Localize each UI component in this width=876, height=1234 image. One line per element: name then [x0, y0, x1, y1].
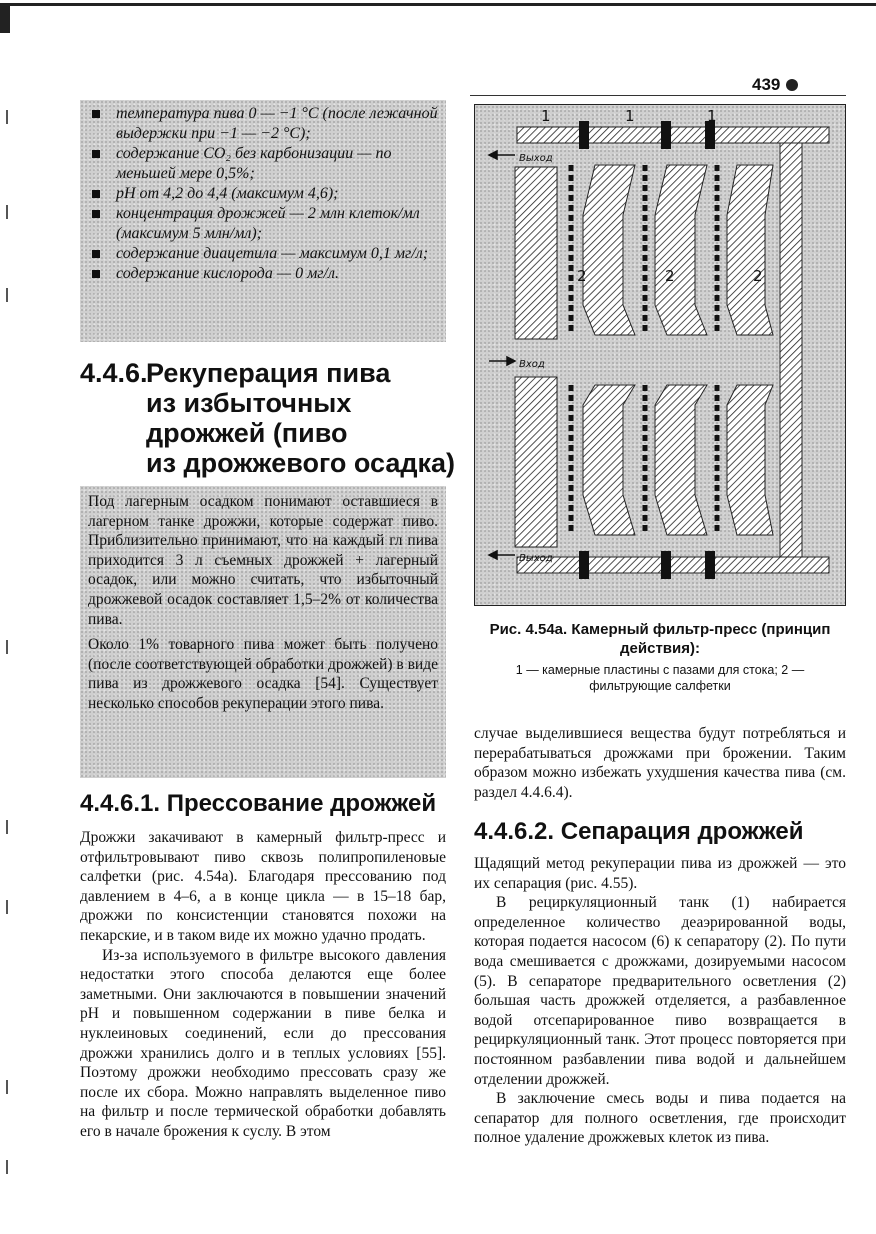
paragraph: случае выделившиеся вещества будут потребляться и перерабатываться дрожжами при брожении. Таким образом можно избежать ухудшения качества пива (см. раздел 4.4.6.4).	[474, 725, 846, 801]
label-cloth: 2	[577, 267, 587, 285]
paragraph: Дрожжи закачивают в камерный фильтр-пресс и отфильтровывают пиво сквозь полипропиленовые салфетки (рис. 4.54а). Благодаря прессованию под давлением в 4–6, а в конце цикла — в 15–18 бар, дрожжи по консистенции становятся похожи на пекарские, и в таком виде их можно удачно продать.	[80, 829, 446, 944]
paragraph: Из-за используемого в фильтре высокого давления недостатки этого способа делаются еще более заметными. Они заключаются в повышении значений pH и повышенном содержании в пиве белка и нуклеиновых соединений, если до прессования дрожжи хранились долго и в теплых условиях [55]. Поэтому дрожжи необходимо прессовать сразу же после их сбора. Можно направлять выделенное пиво на фильтр и после термической обработки добавлять его в начале брожения к суслу. В этом	[80, 946, 446, 1140]
margin-mark	[6, 288, 8, 302]
margin-mark	[6, 1080, 8, 1094]
definition-paragraph: Около 1% товарного пива может быть получено (после соответствующей обработки дрожжей) в виде пива из дрожжевого осадка [54]. Существует несколько способов рекуперации этого пива.	[88, 636, 438, 712]
right-column-text	[474, 854, 846, 1148]
margin-mark	[6, 640, 8, 654]
caption-title: Рис. 4.54а. Камерный фильтр-пресс (принцип действия):	[489, 621, 831, 657]
paragraph: В рециркуляционный танк (1) набирается определенное количество деаэрированной воды, которая подается насосом (6) к сепаратору (2). По пути вода смешивается с дрожжами, дозируемыми насосом (5). В сепараторе предварительного осветления (2) большая часть дрожжей отделяется, а разбавленное водой отсепарированное пиво возвращается в рециркуляционный танк. Этот процесс повторяется при постоянном разбавлении пива водой и дальнейшем отделении дрожжей.	[474, 894, 846, 1088]
section-heading-446	[80, 358, 460, 478]
margin-mark	[6, 205, 8, 219]
caption-description: 1 — камерные пластины с пазами для стока; 2 — фильтрующие салфетки	[515, 663, 805, 693]
filter-press-diagram	[475, 105, 844, 604]
list-item: содержание CO₂ без карбонизации — по меньшей мере 0,5%;	[88, 144, 438, 184]
figure-caption	[474, 620, 846, 694]
list-item: pH от 4,2 до 4,4 (максимум 4,6);	[88, 184, 438, 204]
section-title-line: дрожжей (пиво	[146, 418, 348, 448]
filter-press-figure	[474, 104, 846, 606]
section-heading-4462: 4.4.6.2. Сепарация дрожжей	[474, 818, 804, 845]
margin-mark	[6, 1160, 8, 1174]
paragraph: Щадящий метод рекуперации пива из дрожжей — это их сепарация (рис. 4.55).	[474, 855, 846, 892]
list-item: температура пива 0 — −1 °C (после лежачной выдержки при −1 — −2 °C);	[88, 104, 438, 144]
label-inlet: Вход	[519, 359, 545, 370]
list-item: содержание кислорода — 0 мг/л.	[88, 264, 438, 284]
label-outlet: Выход	[519, 153, 553, 164]
section-number: 4.4.6.	[80, 358, 148, 388]
page-top-border	[0, 0, 876, 10]
label-plate: 1	[625, 107, 635, 125]
page-number: 439	[752, 74, 872, 96]
section-title-line: из дрожжевого осадка)	[146, 448, 456, 478]
requirements-box	[80, 100, 446, 342]
list-item: концентрация дрожжей — 2 млн клеток/мл (максимум 5 млн/мл);	[88, 204, 438, 244]
paragraph: В заключение смесь воды и пива подается на сепаратор для полного осветления, где происходит полное удаление дрожжевых клеток из пива.	[474, 1090, 846, 1147]
label-cloth: 2	[753, 267, 763, 285]
page-marker-icon	[786, 79, 798, 91]
section-title-line: Рекуперация пива	[146, 358, 391, 388]
label-cloth: 2	[665, 267, 675, 285]
label-plate: 1	[541, 107, 551, 125]
margin-mark	[6, 110, 8, 124]
label-plate: 1	[707, 107, 717, 125]
definition-paragraph: Под лагерным осадком понимают оставшиеся в лагерном танке дрожжи, которые содержат пиво. Приблизительно принимают, что на каждый гл пива приходится 3 л съемных дрожжей + лагерный осадок, или можно считать, что избыточный дрожжевой осадок составляет 1,5–2% от количества пива.	[88, 493, 438, 628]
header-rule	[470, 95, 846, 96]
label-outlet: Выход	[519, 553, 553, 564]
section-heading-4461: 4.4.6.1. Прессование дрожжей	[80, 790, 437, 817]
section-title-line: из избыточных	[146, 388, 352, 418]
left-column-text	[80, 828, 446, 1142]
margin-mark	[6, 820, 8, 834]
list-item: содержание диацетила — максимум 0,1 мг/л;	[88, 244, 438, 264]
margin-mark	[6, 900, 8, 914]
definition-box	[80, 486, 446, 778]
right-column-continuation	[474, 724, 846, 802]
